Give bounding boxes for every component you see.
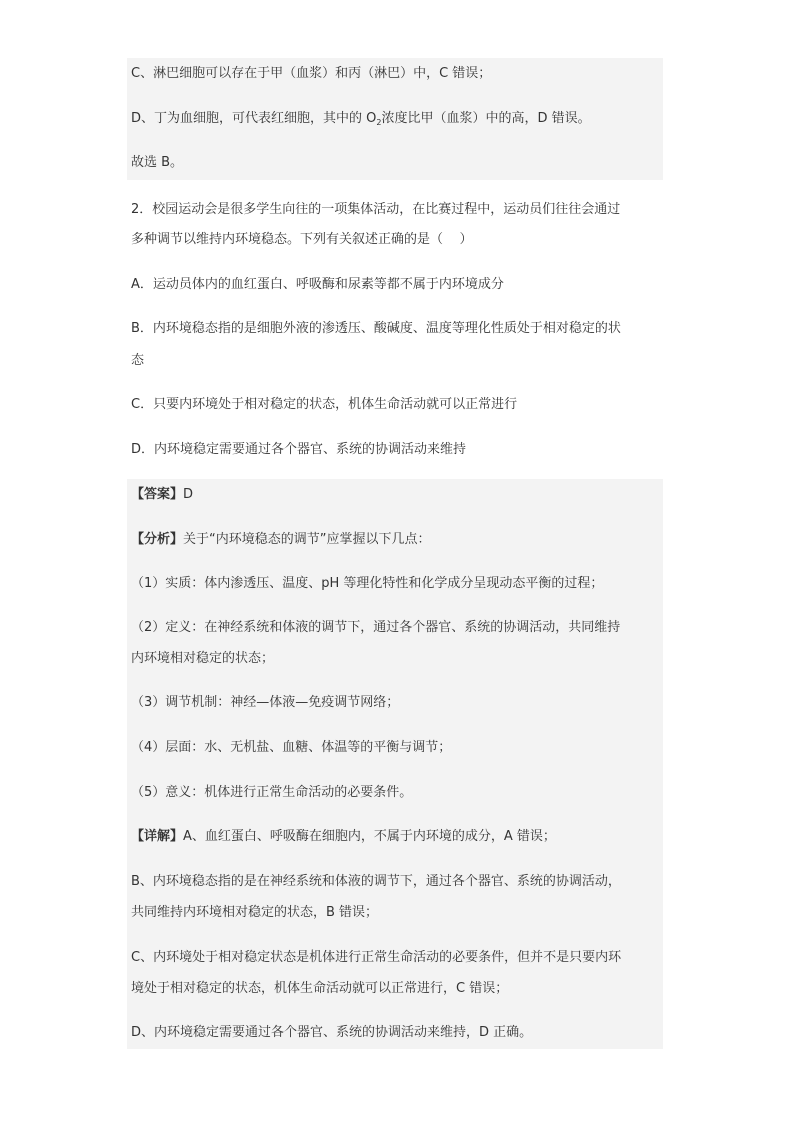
question-option-a: A．运动员体内的血红蛋白、呼吸酶和尿素等都不属于内环境成分 [131,277,504,292]
analysis-point-2-line-1: （2）定义：在神经系统和体液的调节下，通过各个器官、系统的协调活动，共同维持 [131,620,621,635]
question-stem-line-2: 多种调节以维持内环境稳态。下列有关叙述正确的是（ ） [131,232,473,247]
answer-value: D [183,487,194,502]
analysis-point-1: （1）实质：体内渗透压、温度、pH 等理化特性和化学成分呈现动态平衡的过程； [131,576,604,591]
analysis-point-4: （4）层面：水、无机盐、血糖、体温等的平衡与调节； [131,740,452,755]
answer-line [131,484,663,506]
analysis-intro-line [131,529,663,551]
details-a-line [131,826,663,848]
details-c-line-1: C、内环境处于相对稳定状态是机体进行正常生命活动的必要条件，但并不是只要内环 [131,950,622,965]
question-option-c: C．只要内环境处于相对稳定的状态，机体生命活动就可以正常进行 [131,397,518,412]
prev-option-d-before: D、丁为血细胞，可代表红细胞，其中的 O [131,111,377,126]
prev-option-d-text [131,108,663,134]
details-b-line-2: 共同维持内环境相对稳定的状态，B 错误； [131,905,379,920]
prev-conclusion: 故选 B。 [131,155,184,170]
details-label: 【详解】 [131,829,184,844]
analysis-point-3: （3）调节机制：神经—体液—免疫调节网络； [131,695,400,710]
details-a: A、血红蛋白、呼吸酶在细胞内，不属于内环境的成分，A 错误； [183,829,556,844]
details-c-line-2: 境处于相对稳定的状态，机体生命活动就可以正常进行，C 错误； [131,981,509,996]
analysis-label: 【分析】 [131,532,184,547]
question-option-d: D．内环境稳定需要通过各个器官、系统的协调活动来维持 [131,442,467,457]
analysis-point-2-line-2: 内环境相对稳定的状态； [131,651,275,666]
question-option-b-line-1: B．内环境稳态指的是细胞外液的渗透压、酸碱度、温度等理化性质处于相对稳定的状 [131,321,621,336]
details-b-line-1: B、内环境稳态指的是在神经系统和体液的调节下，通过各个器官、系统的协调活动， [131,874,621,889]
oxygen-subscript: 2 [376,118,382,127]
prev-option-d-after: 浓度比甲（血浆）中的高，D 错误。 [381,111,591,126]
details-d: D、内环境稳定需要通过各个器官、系统的协调活动来维持，D 正确。 [131,1025,533,1040]
answer-label: 【答案】 [131,487,184,502]
analysis-intro: 关于“内环境稳态的调节”应掌握以下几点： [183,532,431,547]
question-option-b-line-2: 态 [131,353,145,368]
question-stem-line-1: 2．校园运动会是很多学生向往的一项集体活动，在比赛过程中，运动员们往往会通过 [131,202,621,217]
prev-option-c-text: C、淋巴细胞可以存在于甲（血浆）和丙（淋巴）中，C 错误； [131,66,492,81]
analysis-point-5: （5）意义：机体进行正常生命活动的必要条件。 [131,785,413,800]
